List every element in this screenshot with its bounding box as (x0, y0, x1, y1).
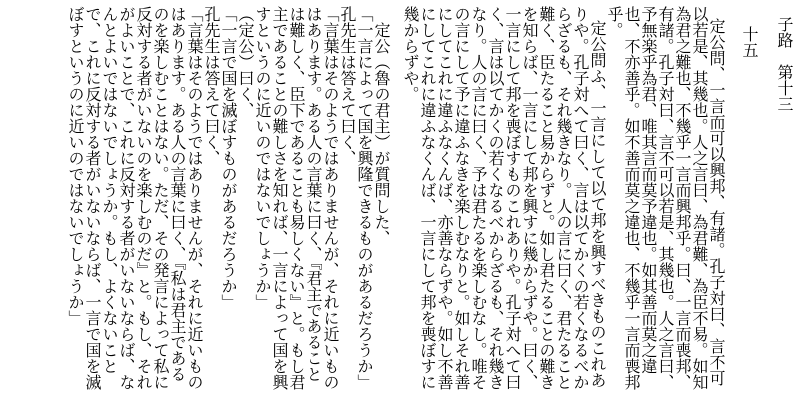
translation-line: 孔先生は答えて曰く、 (202, 6, 219, 166)
translation-line: 「一言で国を滅ぼすものがあるだろうか」 (219, 6, 236, 310)
translation-line: 「一言によって国を興隆できるものがあるだろうか」 (355, 6, 372, 390)
section-number: 十五 (740, 26, 757, 58)
translation-text (66, 6, 389, 396)
translation-line: 「言葉はそのようではありませんが、それに近いものはあります。ある人の言葉に曰く、『私は君主であるのを楽しむことはない。ただ、その発言によって私に反対する者がいないのを楽しむのだ』と。もし、それがよいことで、これに反対する者がいないならば、なんとよいではないでしょうか。もし、よくないことで、これに反対する者がいないならば、一言で国を滅ぼすというのに近いのではないでしょうか」 (66, 6, 202, 390)
translation-line: 「言葉はそのようではありませんが、それに近いものはあります。ある人の言葉に曰く、『君主であることは難しく、臣下であることも易しくない』と。もし君主であることの難しさを知れば、一言によって国を興すというのに近いのではないでしょうか」 (253, 6, 338, 390)
kakikudashi-text: 定公問ふ、一言にして以て邦を興すべきものこれありや。孔子対へて曰く、言は以てかくの若くなるべからざるも、それ幾きなり。人の言に曰く、君たること難く、臣たること易からずと。如し君たることの難きを知らば、一言にして邦を興すに幾からずや。曰く、一言にして邦を喪ぼすものこれありや。孔子対へて曰く、言は以てかくの若くなるべからざるも、それ幾きなり。人の言に曰く、予は君たるを楽しむなし。唯その言にして予に違ふなきを楽しむなりと。如しそれ善にしてこれに違ふなくんば、亦善ならずや。如し不善にしてこれに違ふなくんば、一言にして邦を喪ぼすに幾からずや。 (401, 6, 605, 390)
translation-line: （定公）曰く、 (236, 6, 253, 118)
kanbun-text: 定公問、一言而可以興邦、有諸。孔子対曰、言不可以若是、其幾也。人之言曰、為君難、為臣不易。如知為君之難也、不幾乎一言而興邦乎。曰、一言而喪邦、有諸。孔子対曰、言不可以若是、其幾也。人之言曰、予無楽乎為君、唯其言而莫予違也。如其善而莫之違也、不亦善乎。如不善而莫之違也、不幾乎一言而喪邦乎。 (605, 6, 724, 390)
translation-line: 孔先生は答えて曰く、 (338, 6, 355, 166)
translation-line: 定公（魯の君主）が質問した、 (372, 22, 389, 246)
page-title: 子路 第十三 (775, 16, 792, 112)
